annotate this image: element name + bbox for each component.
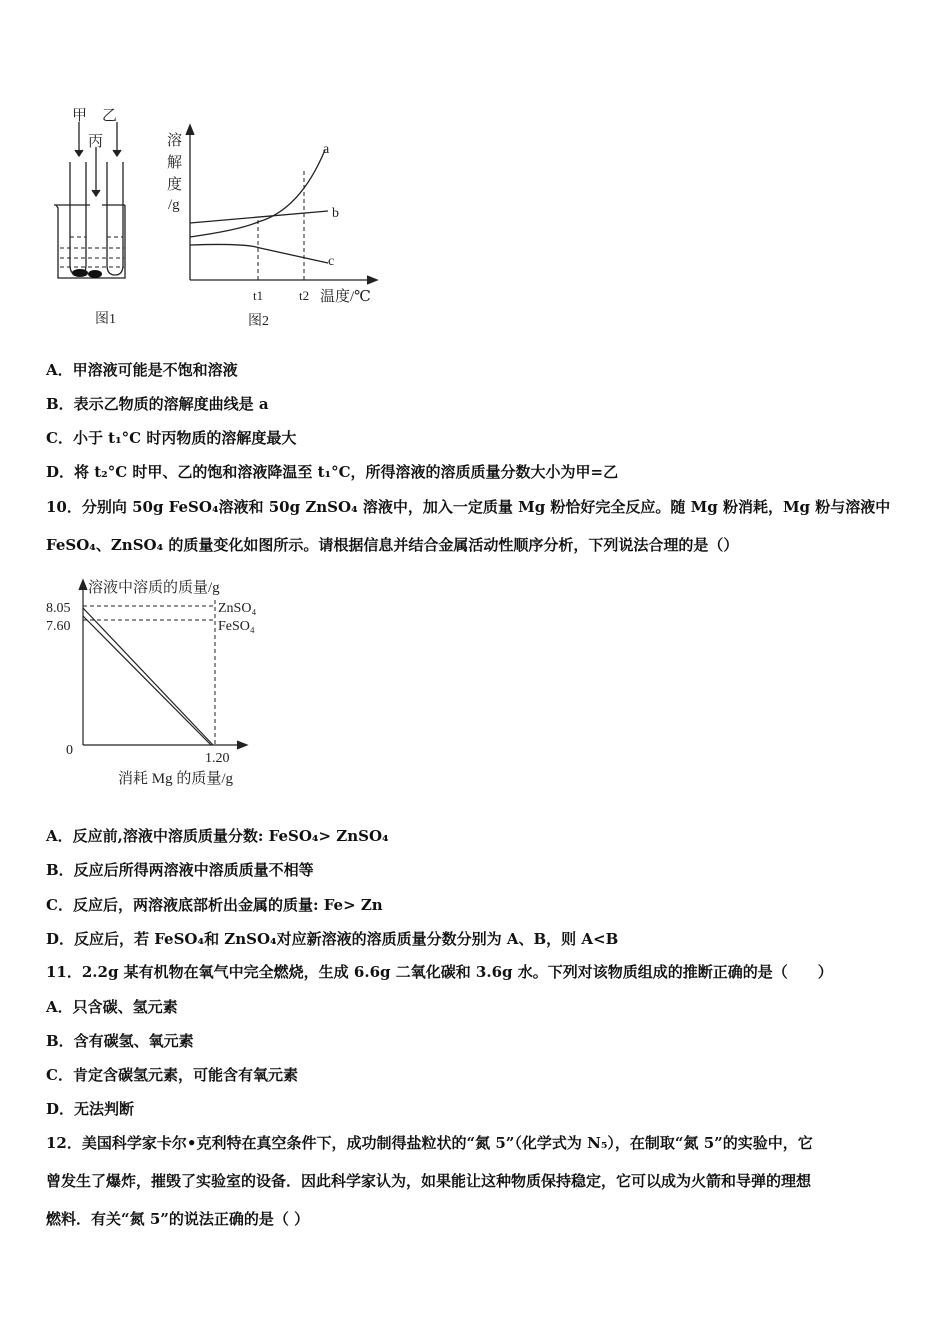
tick-t2: t2 <box>299 288 310 303</box>
y-label-char: 解 <box>167 155 183 171</box>
tick-t1: t1 <box>253 288 264 303</box>
q12-stem-line3: 燃料．有关“氮 5”的说法正确的是（ ） <box>46 1210 310 1228</box>
legend-znso4: ZnSO₄ <box>218 601 257 616</box>
q11-stem: 11．2.2g 某有机物在氧气中完全燃烧，生成 6.6g 二氧化碳和 3.6g 水。下列对该物质组成的推断正确的是（ ） <box>46 963 833 981</box>
q11-option-d: D．无法判断 <box>46 1100 135 1118</box>
curve-b-label: b <box>332 206 339 221</box>
series-znso4-line <box>83 608 213 745</box>
chart-y-label: 溶液中溶质的质量/g <box>88 580 220 596</box>
curve-a-label: a <box>323 142 330 157</box>
label-jia: 甲 <box>72 108 88 124</box>
legend-feso4: FeSO₄ <box>218 619 255 634</box>
figure-1-caption: 图1 <box>95 312 116 327</box>
curve-c <box>190 244 328 263</box>
q11-option-b: B．含有碳氢、氧元素 <box>46 1032 194 1050</box>
q12-stem-line1: 12．美国科学家卡尔•克利特在真空条件下，成功制得盐粒状的“氮 5”（化学式为 N₅），在制取“氮 5”的实验中，它 <box>46 1134 813 1152</box>
figure-1-beaker <box>40 100 150 335</box>
q10-option-b: B．反应后所得两溶液中溶质质量不相等 <box>46 861 314 879</box>
y-label-char: 溶 <box>167 133 183 149</box>
x-tick-1-20: 1.20 <box>205 751 230 766</box>
q10-option-d: D．反应后，若 FeSO₄和 ZnSO₄对应新溶液的溶质质量分数分别为 A、B，则 A<B <box>46 930 619 948</box>
q9-option-d: D．将 t₂°C 时甲、乙的饱和溶液降温至 t₁°C，所得溶液的溶质质量分数大小为甲=乙 <box>46 463 619 481</box>
q11-option-c: C．肯定含碳氢元素，可能含有氧元素 <box>46 1066 298 1084</box>
q9-option-c: C．小于 t₁°C 时丙物质的溶解度最大 <box>46 429 297 447</box>
q9-option-b: B．表示乙物质的溶解度曲线是 a <box>46 395 269 413</box>
q10-stem-line2: FeSO₄、ZnSO₄ 的质量变化如图所示。请根据信息并结合金属活动性顺序分析，下列说法合理的是（） <box>46 536 739 554</box>
figure-2-solubility-chart <box>160 115 390 335</box>
q10-option-a: A．反应前,溶液中溶质质量分数: FeSO₄> ZnSO₄ <box>46 827 389 845</box>
y-label-char: 度 <box>167 177 183 193</box>
x-axis-label: 温度/℃ <box>320 289 371 305</box>
chart-x-label: 消耗 Mg 的质量/g <box>118 771 234 787</box>
q10-option-c: C．反应后，两溶液底部析出金属的质量: Fe> Zn <box>46 896 383 914</box>
q10-stem-line1: 10．分别向 50g FeSO₄溶液和 50g ZnSO₄ 溶液中，加入一定质量 Mg 粉恰好完全反应。随 Mg 粉消耗，Mg 粉与溶液中 <box>46 498 891 516</box>
q9-option-a: A．甲溶液可能是不饱和溶液 <box>46 361 238 379</box>
y-label-char: /g <box>168 197 180 213</box>
figure-2-caption: 图2 <box>248 314 269 329</box>
curve-c-label: c <box>328 254 335 269</box>
label-yi: 乙 <box>102 108 118 124</box>
origin-label: 0 <box>66 743 73 758</box>
q10-chart <box>40 570 300 795</box>
q12-stem-line2: 曾发生了爆炸，摧毁了实验室的设备．因此科学家认为，如果能让这种物质保持稳定，它可以成为火箭和导弹的理想 <box>46 1172 812 1190</box>
y-tick-7-60: 7.60 <box>46 619 71 634</box>
label-bing: 丙 <box>88 134 104 150</box>
series-feso4-line <box>83 616 211 745</box>
y-tick-8-05: 8.05 <box>46 601 71 616</box>
q11-option-a: A．只含碳、氢元素 <box>46 998 178 1016</box>
